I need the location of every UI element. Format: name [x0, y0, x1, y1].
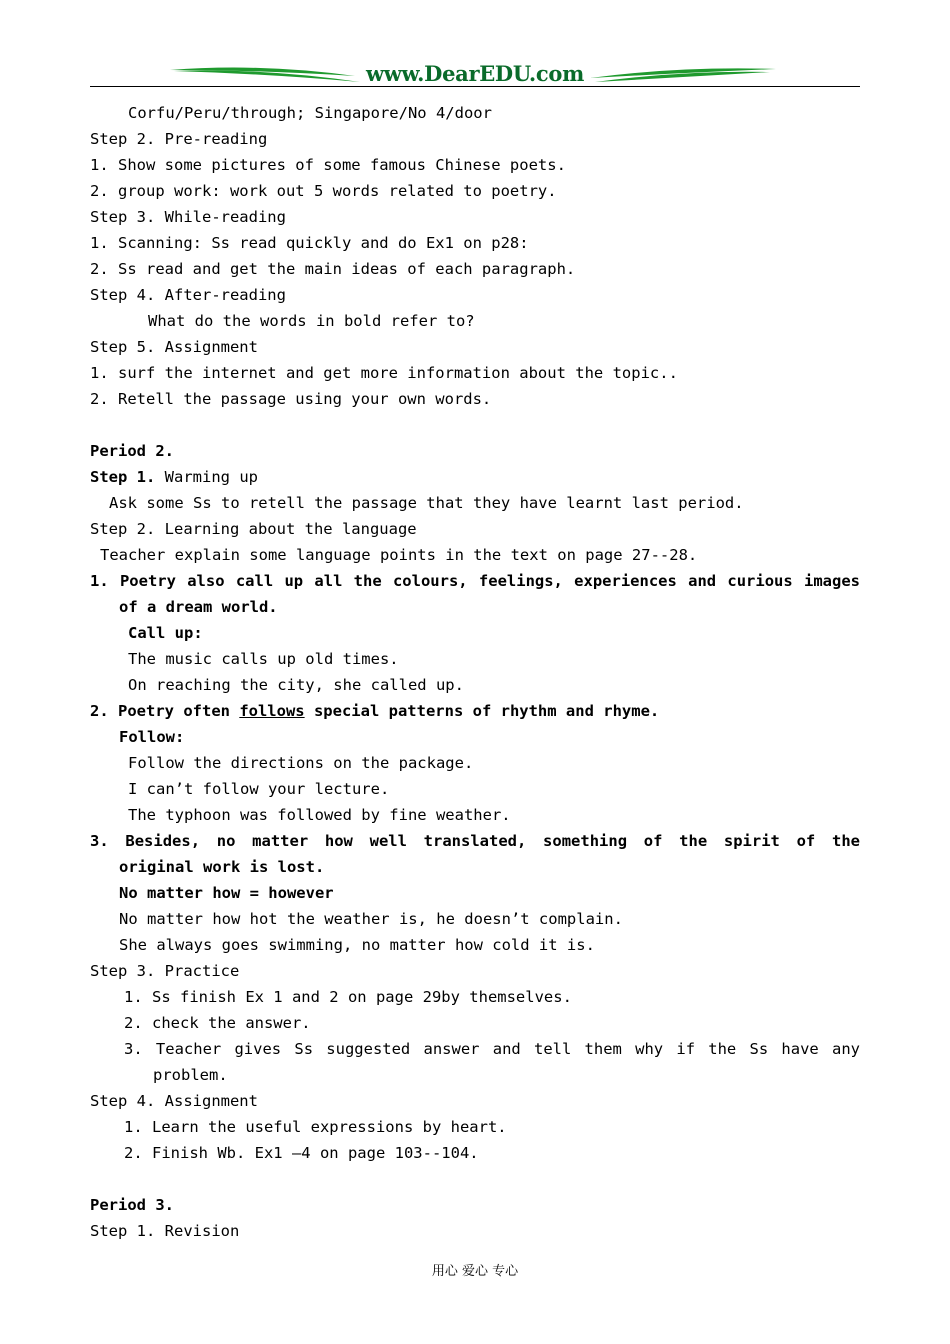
text-line: [90, 542, 860, 568]
line-text: On reaching the city, she called up.: [128, 676, 464, 694]
underlined-word: follows: [239, 702, 305, 720]
line-text: 2. check the answer.: [124, 1014, 311, 1032]
text-line: [90, 308, 860, 334]
line-text: Period 3.: [90, 1196, 174, 1214]
line-text: Ask some Ss to retell the passage that they have learnt last period.: [109, 494, 744, 512]
text-line: [90, 1114, 860, 1140]
text-line: [90, 204, 860, 230]
line-text: No matter how hot the weather is, he doesn’t complain.: [119, 910, 623, 928]
line-text: Period 2.: [90, 442, 174, 460]
text-line: [90, 880, 860, 906]
text-line: [90, 256, 860, 282]
line-text: Step 3. Practice: [90, 962, 240, 980]
document-body: [90, 100, 860, 1244]
line-text: 2. Ss read and get the main ideas of each paragraph.: [90, 260, 576, 278]
text-line: [90, 698, 860, 724]
line-text: Corfu/Peru/through; Singapore/No 4/door: [128, 104, 492, 122]
text-line: [90, 724, 860, 750]
line-text: 1. Ss finish Ex 1 and 2 on page 29by themselves.: [124, 988, 572, 1006]
text-line: [90, 386, 860, 412]
line-text: 2. group work: work out 5 words related to poetry.: [90, 182, 557, 200]
text-line: [90, 984, 860, 1010]
line-text: I can’t follow your lecture.: [128, 780, 390, 798]
text-line: [90, 620, 860, 646]
line-text: The typhoon was followed by fine weather.: [128, 806, 511, 824]
text-line: [90, 1192, 860, 1218]
line-text: What do the words in bold refer to?: [148, 312, 475, 330]
line-text: Step 1. Revision: [90, 1222, 240, 1240]
line-text: No matter how = however: [119, 884, 334, 902]
line-text: Step 2. Learning about the language: [90, 520, 417, 538]
line-text: 3. Besides, no matter how well translated, something of the spirit of the: [90, 832, 860, 850]
text-line: [90, 464, 860, 490]
text-line: [90, 828, 860, 854]
line-text: Step 4. After-reading: [90, 286, 286, 304]
text-line: [90, 1062, 860, 1088]
line-text: 2. Finish Wb. Ex1 –4 on page 103--104.: [124, 1144, 479, 1162]
text-line: [90, 906, 860, 932]
text-line: [90, 1036, 860, 1062]
line-text: problem.: [153, 1066, 228, 1084]
text-line: [90, 568, 860, 594]
line-text-cont: Warming up: [155, 468, 258, 486]
text-line: [90, 490, 860, 516]
line-text: of a dream world.: [119, 598, 278, 616]
text-line: [90, 230, 860, 256]
text-line: [90, 438, 860, 464]
text-line: [90, 412, 860, 438]
line-text: 2. Poetry often: [90, 702, 240, 720]
line-text: 2. Retell the passage using your own words.: [90, 390, 492, 408]
line-text: Step 5. Assignment: [90, 338, 258, 356]
line-text: Step 1.: [90, 468, 156, 486]
text-line: [90, 152, 860, 178]
header-divider: [90, 86, 860, 87]
text-line: [90, 1140, 860, 1166]
text-line: [90, 360, 860, 386]
line-text: Step 3. While-reading: [90, 208, 286, 226]
text-line: [90, 1088, 860, 1114]
text-line: [90, 750, 860, 776]
text-line: [90, 594, 860, 620]
line-text: The music calls up old times.: [128, 650, 399, 668]
line-text: 1. Scanning: Ss read quickly and do Ex1 on p28:: [90, 234, 529, 252]
line-text: 1. Poetry also call up all the colours, feelings, experiences and curious images: [90, 572, 860, 590]
line-text: Follow the directions on the package.: [128, 754, 474, 772]
line-text: 3. Teacher gives Ss suggested answer and tell them why if the Ss have any: [124, 1040, 860, 1058]
text-line: [90, 802, 860, 828]
line-text: Step 2. Pre-reading: [90, 130, 268, 148]
text-line: [90, 646, 860, 672]
line-text: Call up:: [128, 624, 203, 642]
text-line: [90, 672, 860, 698]
line-text: Teacher explain some language points in the text on page 27--28.: [100, 546, 698, 564]
text-line: [90, 854, 860, 880]
text-line: [90, 126, 860, 152]
line-text: Follow:: [119, 728, 185, 746]
site-logo-text: www.DearEDU.com: [365, 61, 585, 86]
text-line: [90, 1010, 860, 1036]
page-footer: 用心 爱心 专心: [431, 1264, 519, 1279]
text-line: [90, 932, 860, 958]
text-line: [90, 178, 860, 204]
text-line: [90, 100, 860, 126]
line-text: 1. Show some pictures of some famous Chinese poets.: [90, 156, 566, 174]
text-line: [90, 1218, 860, 1244]
text-line: [90, 334, 860, 360]
line-text: 1. Learn the useful expressions by heart.: [124, 1118, 507, 1136]
line-text: She always goes swimming, no matter how cold it is.: [119, 936, 595, 954]
line-text: Step 4. Assignment: [90, 1092, 258, 1110]
text-line: [90, 1166, 860, 1192]
text-line: [90, 516, 860, 542]
line-text-cont: special patterns of rhythm and rhyme.: [304, 702, 660, 720]
text-line: [90, 958, 860, 984]
text-line: [90, 776, 860, 802]
line-text: original work is lost.: [119, 858, 325, 876]
line-text: 1. surf the internet and get more information about the topic..: [90, 364, 678, 382]
text-line: [90, 282, 860, 308]
